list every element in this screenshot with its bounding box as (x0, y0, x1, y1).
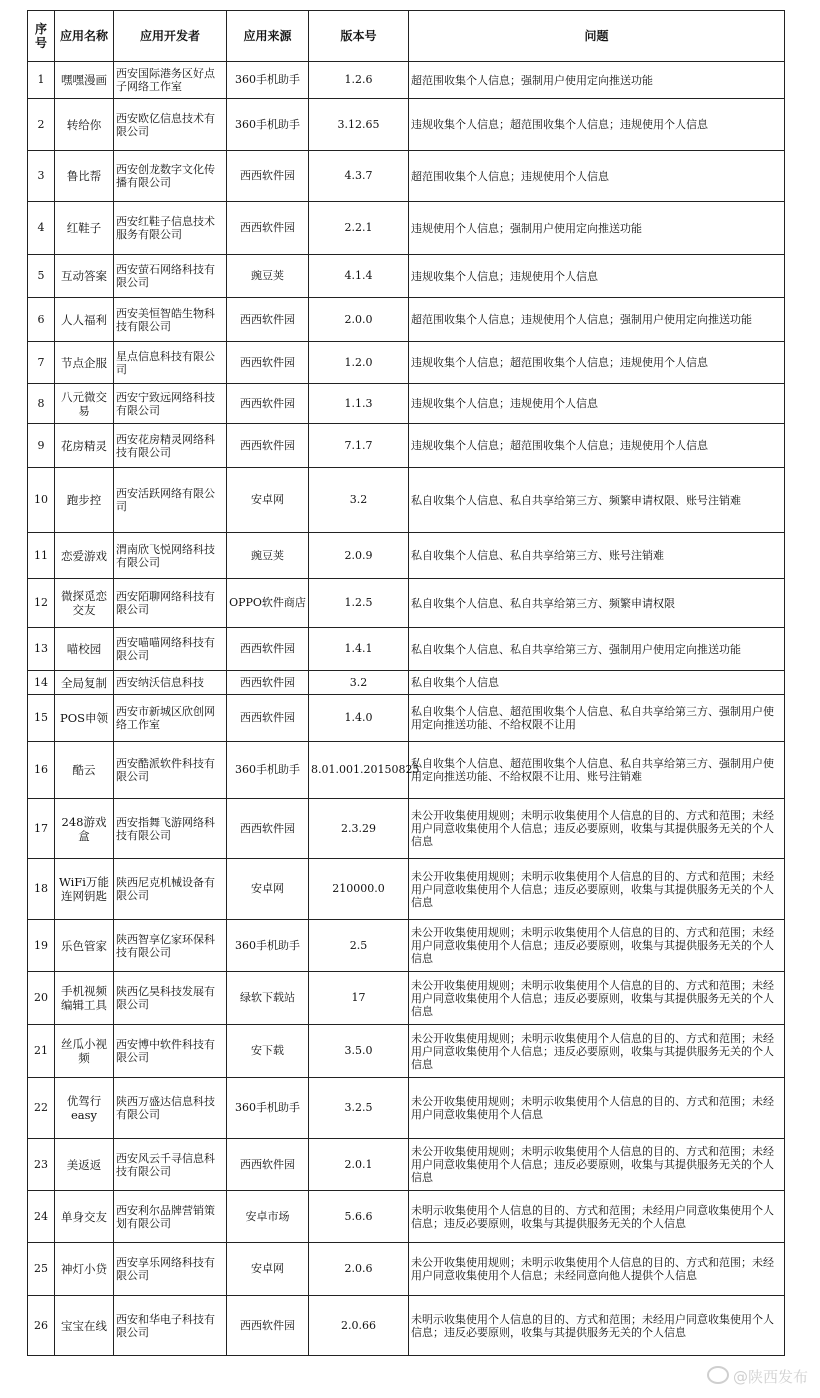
cell-index: 26 (28, 1296, 55, 1356)
cell-source: 西西软件园 (227, 799, 309, 859)
cell-version: 3.5.0 (309, 1025, 409, 1078)
table-row (28, 972, 785, 1025)
cell-developer: 西安美恒智皓生物科技有限公司 (114, 298, 227, 342)
cell-developer: 西安和华电子科技有限公司 (114, 1296, 227, 1356)
cell-app-name: 八元微交易 (55, 384, 114, 424)
cell-version: 2.3.29 (309, 799, 409, 859)
cell-app-name: 微探觅恋交友 (55, 579, 114, 628)
cell-app-name: 神灯小贷 (55, 1243, 114, 1296)
cell-index: 8 (28, 384, 55, 424)
cell-developer: 西安博中软件科技有限公司 (114, 1025, 227, 1078)
cell-developer: 西安享乐网络科技有限公司 (114, 1243, 227, 1296)
cell-index: 25 (28, 1243, 55, 1296)
cell-source: 360手机助手 (227, 920, 309, 972)
weibo-icon (707, 1366, 729, 1384)
cell-index: 18 (28, 859, 55, 920)
cell-source: 西西软件园 (227, 671, 309, 695)
cell-index: 9 (28, 424, 55, 468)
table-row (28, 1243, 785, 1296)
table-body (28, 62, 785, 1356)
cell-app-name: 人人福利 (55, 298, 114, 342)
cell-version: 4.1.4 (309, 255, 409, 298)
cell-index: 10 (28, 468, 55, 533)
cell-version: 2.5 (309, 920, 409, 972)
cell-app-name: 节点企服 (55, 342, 114, 384)
cell-version: 2.0.9 (309, 533, 409, 579)
cell-version: 1.2.0 (309, 342, 409, 384)
table-row (28, 99, 785, 151)
cell-app-name: 鲁比帮 (55, 151, 114, 202)
cell-version: 2.0.66 (309, 1296, 409, 1356)
cell-issue: 私自收集个人信息、私自共享给第三方、账号注销难 (409, 533, 785, 579)
cell-source: 360手机助手 (227, 62, 309, 99)
cell-app-name: 恋爱游戏 (55, 533, 114, 579)
cell-version: 1.1.3 (309, 384, 409, 424)
cell-index: 15 (28, 695, 55, 742)
cell-source: 西西软件园 (227, 695, 309, 742)
cell-source: 安卓网 (227, 859, 309, 920)
table-row (28, 151, 785, 202)
cell-issue: 违规收集个人信息；违规使用个人信息 (409, 384, 785, 424)
cell-index: 23 (28, 1139, 55, 1191)
app-violation-table (27, 10, 785, 1356)
cell-issue: 未公开收集使用规则；未明示收集使用个人信息的目的、方式和范围；未经用户同意收集使用个人信息；违反必要原则，收集与其提供服务无关的个人信息 (409, 1025, 785, 1078)
cell-app-name: 宝宝在线 (55, 1296, 114, 1356)
cell-developer: 陕西万盛达信息科技有限公司 (114, 1078, 227, 1139)
cell-index: 6 (28, 298, 55, 342)
cell-index: 12 (28, 579, 55, 628)
cell-app-name: 美返返 (55, 1139, 114, 1191)
cell-app-name: 乐色管家 (55, 920, 114, 972)
table-row (28, 859, 785, 920)
cell-app-name: WiFi万能连网钥匙 (55, 859, 114, 920)
app-violation-table-sheet (27, 10, 785, 1356)
cell-issue: 违规收集个人信息；超范围收集个人信息；违规使用个人信息 (409, 342, 785, 384)
cell-issue: 超范围收集个人信息；强制用户使用定向推送功能 (409, 62, 785, 99)
cell-index: 11 (28, 533, 55, 579)
cell-app-name: 248游戏盒 (55, 799, 114, 859)
cell-app-name: 丝瓜小视频 (55, 1025, 114, 1078)
table-row (28, 342, 785, 384)
cell-index: 21 (28, 1025, 55, 1078)
cell-index: 16 (28, 742, 55, 799)
cell-index: 13 (28, 628, 55, 671)
cell-index: 20 (28, 972, 55, 1025)
cell-developer: 西安市新城区欣创网络工作室 (114, 695, 227, 742)
cell-source: 安卓市场 (227, 1191, 309, 1243)
cell-app-name: 单身交友 (55, 1191, 114, 1243)
cell-version: 3.2.5 (309, 1078, 409, 1139)
cell-app-name: 嘿嘿漫画 (55, 62, 114, 99)
weibo-watermark (707, 1366, 808, 1387)
cell-issue: 未公开收集使用规则；未明示收集使用个人信息的目的、方式和范围；未经用户同意收集使用个人信息；违反必要原则，收集与其提供服务无关的个人信息 (409, 972, 785, 1025)
table-row (28, 1191, 785, 1243)
cell-developer: 西安创龙数字文化传播有限公司 (114, 151, 227, 202)
cell-developer: 陕西亿昊科技发展有限公司 (114, 972, 227, 1025)
cell-index: 2 (28, 99, 55, 151)
cell-version: 8.01.001.20150825 (309, 742, 409, 799)
cell-version: 3.2 (309, 671, 409, 695)
table-row (28, 468, 785, 533)
cell-source: 安卓网 (227, 1243, 309, 1296)
cell-developer: 陕西尼克机械设备有限公司 (114, 859, 227, 920)
header-index: 序 号 (28, 11, 55, 62)
cell-app-name: 优驾行easy (55, 1078, 114, 1139)
cell-app-name: POS申领 (55, 695, 114, 742)
watermark-text: @陕西发布 (732, 1368, 808, 1386)
cell-source: 西西软件园 (227, 298, 309, 342)
cell-source: 绿软下载站 (227, 972, 309, 1025)
cell-index: 4 (28, 202, 55, 255)
cell-version: 2.0.6 (309, 1243, 409, 1296)
cell-issue: 私自收集个人信息 (409, 671, 785, 695)
cell-source: 豌豆荚 (227, 255, 309, 298)
table-row (28, 202, 785, 255)
table-row (28, 424, 785, 468)
table-row (28, 533, 785, 579)
cell-version: 2.2.1 (309, 202, 409, 255)
cell-version: 2.0.0 (309, 298, 409, 342)
cell-source: 西西软件园 (227, 151, 309, 202)
cell-developer: 陕西智享亿家环保科技有限公司 (114, 920, 227, 972)
cell-source: 安下载 (227, 1025, 309, 1078)
cell-app-name: 全局复制 (55, 671, 114, 695)
header-developer: 应用开发者 (114, 11, 227, 62)
cell-developer: 西安利尔品牌营销策划有限公司 (114, 1191, 227, 1243)
cell-version: 1.4.0 (309, 695, 409, 742)
cell-developer: 西安活跃网络有限公司 (114, 468, 227, 533)
cell-index: 5 (28, 255, 55, 298)
header-app-name: 应用名称 (55, 11, 114, 62)
cell-developer: 西安宁致远网络科技有限公司 (114, 384, 227, 424)
cell-issue: 未明示收集使用个人信息的目的、方式和范围；未经用户同意收集使用个人信息；违反必要原则，收集与其提供服务无关的个人信息 (409, 1191, 785, 1243)
cell-issue: 私自收集个人信息、超范围收集个人信息、私自共享给第三方、强制用户使用定向推送功能、不给权限不让用 (409, 695, 785, 742)
cell-issue: 违规收集个人信息；违规使用个人信息 (409, 255, 785, 298)
table-row (28, 1078, 785, 1139)
cell-issue: 未公开收集使用规则；未明示收集使用个人信息的目的、方式和范围；未经用户同意收集使用个人信息；违反必要原则，收集与其提供服务无关的个人信息 (409, 1139, 785, 1191)
cell-source: OPPO软件商店 (227, 579, 309, 628)
table-header-row (28, 11, 785, 62)
table-row (28, 1025, 785, 1078)
cell-index: 19 (28, 920, 55, 972)
cell-version: 3.12.65 (309, 99, 409, 151)
table-row (28, 628, 785, 671)
cell-version: 1.4.1 (309, 628, 409, 671)
cell-version: 7.1.7 (309, 424, 409, 468)
table-row (28, 579, 785, 628)
cell-source: 360手机助手 (227, 99, 309, 151)
cell-index: 1 (28, 62, 55, 99)
cell-index: 17 (28, 799, 55, 859)
cell-app-name: 喵校园 (55, 628, 114, 671)
cell-developer: 西安萤石网络科技有限公司 (114, 255, 227, 298)
cell-index: 24 (28, 1191, 55, 1243)
cell-issue: 私自收集个人信息、私自共享给第三方、频繁申请权限 (409, 579, 785, 628)
cell-issue: 未公开收集使用规则；未明示收集使用个人信息的目的、方式和范围；未经用户同意收集使用个人信息 (409, 1078, 785, 1139)
table-row (28, 62, 785, 99)
cell-source: 西西软件园 (227, 342, 309, 384)
cell-issue: 未公开收集使用规则；未明示收集使用个人信息的目的、方式和范围；未经用户同意收集使用个人信息；违反必要原则，收集与其提供服务无关的个人信息 (409, 799, 785, 859)
cell-developer: 西安红鞋子信息技术服务有限公司 (114, 202, 227, 255)
cell-app-name: 手机视频编辑工具 (55, 972, 114, 1025)
cell-source: 西西软件园 (227, 384, 309, 424)
cell-developer: 西安国际港务区好点子网络工作室 (114, 62, 227, 99)
cell-source: 西西软件园 (227, 628, 309, 671)
cell-index: 7 (28, 342, 55, 384)
cell-index: 3 (28, 151, 55, 202)
cell-developer: 西安风云千寻信息科技有限公司 (114, 1139, 227, 1191)
cell-developer: 西安陌聊网络科技有限公司 (114, 579, 227, 628)
cell-issue: 违规收集个人信息；超范围收集个人信息；违规使用个人信息 (409, 99, 785, 151)
cell-issue: 私自收集个人信息、超范围收集个人信息、私自共享给第三方、强制用户使用定向推送功能、不给权限不让用、账号注销难 (409, 742, 785, 799)
cell-developer: 西安喵喵网络科技有限公司 (114, 628, 227, 671)
cell-developer: 西安指舞飞游网络科技有限公司 (114, 799, 227, 859)
cell-issue: 未公开收集使用规则；未明示收集使用个人信息的目的、方式和范围；未经用户同意收集使用个人信息；未经同意向他人提供个人信息 (409, 1243, 785, 1296)
cell-developer: 西安花房精灵网络科技有限公司 (114, 424, 227, 468)
cell-app-name: 花房精灵 (55, 424, 114, 468)
cell-version: 210000.0 (309, 859, 409, 920)
cell-source: 360手机助手 (227, 742, 309, 799)
cell-issue: 未明示收集使用个人信息的目的、方式和范围；未经用户同意收集使用个人信息；违反必要原则，收集与其提供服务无关的个人信息 (409, 1296, 785, 1356)
cell-developer: 西安酷派软件科技有限公司 (114, 742, 227, 799)
table-row (28, 671, 785, 695)
cell-source: 360手机助手 (227, 1078, 309, 1139)
cell-app-name: 红鞋子 (55, 202, 114, 255)
cell-version: 3.2 (309, 468, 409, 533)
cell-source: 西西软件园 (227, 202, 309, 255)
cell-issue: 违规收集个人信息；超范围收集个人信息；违规使用个人信息 (409, 424, 785, 468)
cell-version: 17 (309, 972, 409, 1025)
cell-source: 西西软件园 (227, 1139, 309, 1191)
cell-developer: 西安纳沃信息科技 (114, 671, 227, 695)
cell-app-name: 酷云 (55, 742, 114, 799)
table-row (28, 1139, 785, 1191)
cell-developer: 星点信息科技有限公司 (114, 342, 227, 384)
cell-version: 1.2.5 (309, 579, 409, 628)
cell-version: 4.3.7 (309, 151, 409, 202)
cell-source: 西西软件园 (227, 424, 309, 468)
cell-version: 2.0.1 (309, 1139, 409, 1191)
cell-developer: 西安欧亿信息技术有限公司 (114, 99, 227, 151)
table-row (28, 1296, 785, 1356)
cell-issue: 违规使用个人信息；强制用户使用定向推送功能 (409, 202, 785, 255)
table-row (28, 695, 785, 742)
table-row (28, 255, 785, 298)
header-version: 版本号 (309, 11, 409, 62)
cell-source: 豌豆荚 (227, 533, 309, 579)
cell-source: 安卓网 (227, 468, 309, 533)
cell-version: 1.2.6 (309, 62, 409, 99)
table-row (28, 298, 785, 342)
cell-app-name: 转给你 (55, 99, 114, 151)
cell-app-name: 跑步控 (55, 468, 114, 533)
cell-source: 西西软件园 (227, 1296, 309, 1356)
cell-issue: 未公开收集使用规则；未明示收集使用个人信息的目的、方式和范围；未经用户同意收集使用个人信息；违反必要原则，收集与其提供服务无关的个人信息 (409, 920, 785, 972)
table-row (28, 384, 785, 424)
cell-issue: 私自收集个人信息、私自共享给第三方、频繁申请权限、账号注销难 (409, 468, 785, 533)
cell-developer: 渭南欣飞悦网络科技有限公司 (114, 533, 227, 579)
table-row (28, 742, 785, 799)
cell-issue: 超范围收集个人信息；违规使用个人信息 (409, 151, 785, 202)
cell-issue: 私自收集个人信息、私自共享给第三方、强制用户使用定向推送功能 (409, 628, 785, 671)
cell-issue: 未公开收集使用规则；未明示收集使用个人信息的目的、方式和范围；未经用户同意收集使用个人信息；违反必要原则，收集与其提供服务无关的个人信息 (409, 859, 785, 920)
cell-issue: 超范围收集个人信息；违规使用个人信息；强制用户使用定向推送功能 (409, 298, 785, 342)
table-row (28, 799, 785, 859)
cell-index: 22 (28, 1078, 55, 1139)
cell-app-name: 互动答案 (55, 255, 114, 298)
cell-index: 14 (28, 671, 55, 695)
cell-version: 5.6.6 (309, 1191, 409, 1243)
table-row (28, 920, 785, 972)
header-source: 应用来源 (227, 11, 309, 62)
header-issue: 问题 (409, 11, 785, 62)
